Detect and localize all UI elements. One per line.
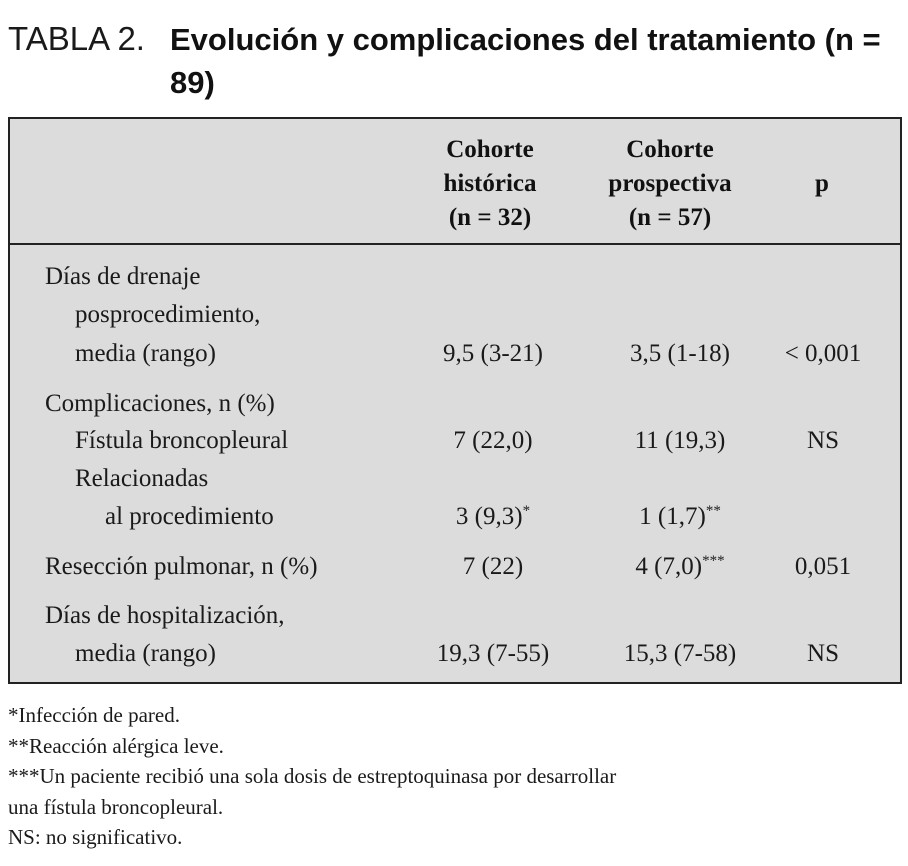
- footnote: **Reacción alérgica leve.: [8, 733, 224, 758]
- header-prospective-line3: (n = 57): [628, 204, 712, 231]
- cell-p: < 0,001: [784, 340, 862, 367]
- header-historical-line1: Cohorte: [446, 136, 534, 163]
- row-label: media (rango): [75, 340, 216, 367]
- row-label: Días de drenaje: [45, 263, 201, 290]
- cell-value: 4 (7,0): [635, 553, 703, 580]
- row-label: Fístula broncopleural: [75, 427, 289, 454]
- header-historical-line3: (n = 32): [448, 204, 532, 231]
- cell-value: 1 (1,7): [639, 503, 706, 530]
- cell-prospective: 3,5 (1-18): [630, 340, 730, 367]
- row-label: al procedimiento: [105, 503, 274, 530]
- cell-historical: 7 (22,0): [453, 427, 533, 454]
- header-prospective-line1: Cohorte: [626, 136, 714, 163]
- footnote: ***Un paciente recibió una sola dosis de estreptoquinasa por desarrollar: [8, 764, 617, 788]
- cell-p: NS: [807, 640, 839, 667]
- footnotes: [8, 700, 898, 853]
- header-prospective-line2: prospectiva: [608, 170, 732, 197]
- cell-p: NS: [807, 427, 839, 454]
- footnote: NS: no significativo.: [8, 825, 183, 849]
- cell-prospective: 11 (19,3): [634, 427, 726, 454]
- cell-prospective: [600, 552, 760, 582]
- row-label: Días de hospitalización,: [45, 602, 285, 629]
- cell-historical: 9,5 (3-21): [443, 340, 543, 367]
- cell-historical: [418, 502, 568, 532]
- cell-historical: 19,3 (7-55): [436, 640, 550, 667]
- row-label: Relacionadas: [75, 465, 209, 492]
- footnote-marker: **: [705, 503, 721, 519]
- cell-prospective: [600, 502, 760, 532]
- data-table: [8, 117, 902, 684]
- header-p: p: [815, 170, 829, 197]
- row-label: media (rango): [75, 640, 216, 667]
- row-label: posprocedimiento,: [75, 301, 261, 328]
- cell-prospective: 15,3 (7-58): [623, 640, 737, 667]
- header-historical-line2: histórica: [443, 170, 537, 197]
- row-label: Complicaciones, n (%): [45, 390, 275, 417]
- footnote: *Infección de pared.: [8, 703, 180, 727]
- cell-p: 0,051: [794, 553, 852, 580]
- cell-value: 3 (9,3): [455, 503, 523, 530]
- header-prospective: [590, 133, 750, 235]
- table-number: TABLA 2.: [8, 20, 145, 57]
- header-divider: [10, 243, 900, 245]
- header-historical: [415, 133, 565, 235]
- row-label: Resección pulmonar, n (%): [45, 553, 318, 580]
- cell-historical: 7 (22): [462, 553, 524, 580]
- footnote-marker: ***: [702, 553, 725, 569]
- table-title: Evolución y complicaciones del tratamiento (n = 89): [170, 22, 881, 100]
- footnote: una fístula broncopleural.: [8, 794, 224, 819]
- footnote-marker: *: [522, 503, 531, 519]
